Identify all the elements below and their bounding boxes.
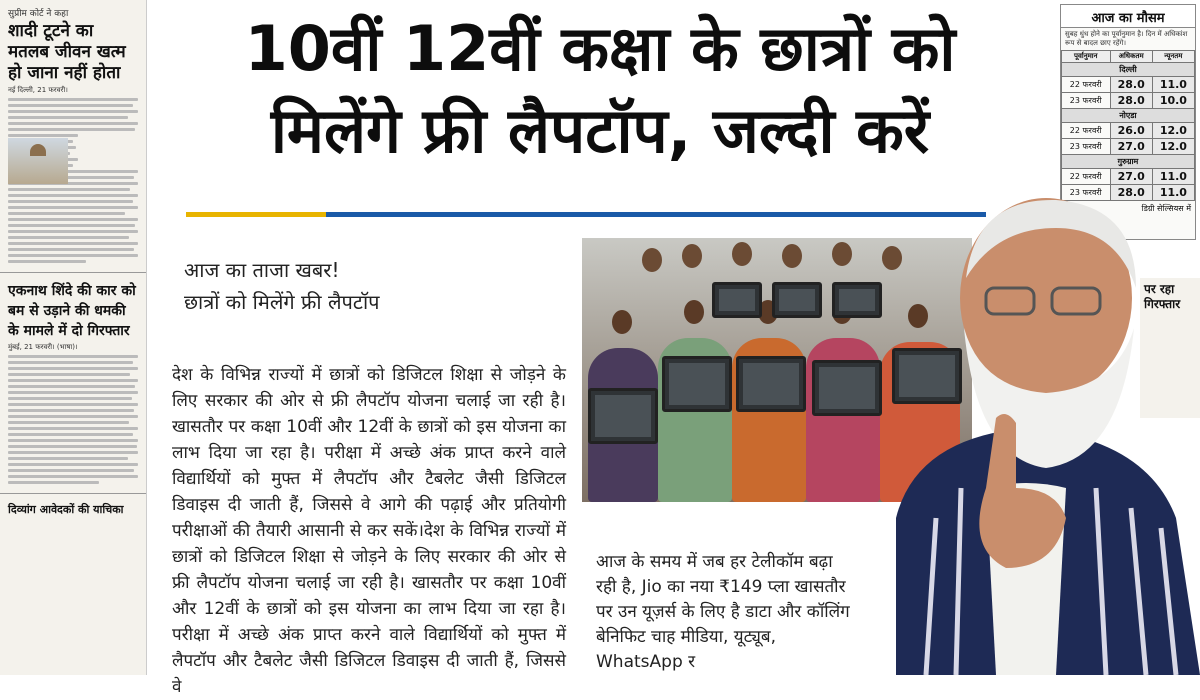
weather-row	[1062, 93, 1195, 109]
weather-max: 28.0	[1110, 93, 1152, 109]
main-headline	[150, 8, 1050, 172]
student-head	[684, 300, 704, 324]
background-person	[732, 242, 752, 266]
article-paragraph: देश के विभिन्न राज्यों में छात्रों को डिजिटल शिक्षा से जोड़ने के लिए सरकार की ओर से फ्री लैपटॉप योजना चलाई जा रही है। खासतौर पर कक्षा 10वीं और 12वीं के छात्रों को इस योजना का लाभ दिया जा रहा है। परीक्षा में अच्छे अंक प्राप्त करने वाले विद्यार्थियों को मुफ्त में लैपटॉप और टैबलेट जैसी डिजिटल डिवाइस दी जाती हैं, जिससे वे आगे की पढ़ाई और प्रतियोगी परीक्षाओं की तैयारी आसानी से कर सकें।देश के विभिन्न राज्यों में छात्रों को डिजिटल शिक्षा से जोड़ने के लिए सरकार की ओर से फ्री लैपटॉप योजना चलाई जा रही है। खासतौर पर कक्षा 10वीं और 12वीं के छात्रों को इस योजना का लाभ दिया जा रहा है। परीक्षा में अच्छे अंक प्राप्त करने वाले विद्यार्थियों को मुफ्त में लैपटॉप और टैबलेट जैसी डिजिटल डिवाइस दी जाती हैं, जिससे वे	[172, 365, 566, 697]
story-kicker: सुप्रीम कोर्ट ने कहा	[8, 9, 69, 19]
weather-min: 11.0	[1152, 185, 1194, 201]
weather-date: 23 फरवरी	[1062, 93, 1111, 109]
weather-note: सुबह धुंध होने का पूर्वानुमान है। दिन में अधिकांश रूप से बादल छाए रहेंगे।	[1065, 30, 1188, 47]
left-story-2	[0, 273, 146, 494]
supreme-court-image	[8, 138, 68, 184]
weather-min: 11.0	[1152, 169, 1194, 185]
weather-city: दिल्ली	[1062, 63, 1195, 77]
article-body	[172, 362, 566, 700]
headline-line-2: मिलेंगे फ्री लैपटॉप, जल्दी करें	[270, 94, 930, 167]
weather-table	[1061, 50, 1195, 201]
story-body-text	[8, 98, 138, 131]
teaser-line-1: आज का ताजा खबर!	[184, 258, 340, 282]
weather-max: 28.0	[1110, 185, 1152, 201]
weather-header: पूर्वानुमान	[1062, 51, 1111, 63]
weather-date: 22 फरवरी	[1062, 123, 1111, 139]
scrap-headline: पर रहा गिरफ्तार	[1144, 282, 1181, 311]
teaser-line-2: छात्रों को मिलेंगे फ्री लैपटॉप	[184, 290, 380, 314]
left-story-3	[0, 494, 146, 523]
weather-city: गुरुग्राम	[1062, 155, 1195, 169]
laptop	[772, 282, 822, 318]
weather-date: 22 फरवरी	[1062, 169, 1111, 185]
weather-min: 10.0	[1152, 93, 1194, 109]
background-person	[782, 244, 802, 268]
left-story-1	[0, 0, 146, 273]
weather-date: 23 फरवरी	[1062, 185, 1111, 201]
weather-date: 23 फरवरी	[1062, 139, 1111, 155]
weather-date: 22 फरवरी	[1062, 77, 1111, 93]
weather-header: अधिकतम	[1110, 51, 1152, 63]
bottom-article-text: आज के समय में जब हर टेलीकॉम बढ़ा रही है, Jio का नया ₹149 प्ला खासतौर पर उन यूज़र्स के लिए है डाटा और कॉलिंग बेनिफिट चाह मीडिया, यूट्यूब, WhatsApp र	[596, 552, 850, 672]
laptop	[712, 282, 762, 318]
weather-min: 12.0	[1152, 123, 1194, 139]
weather-row	[1062, 123, 1195, 139]
story-headline: शादी टूटने का मतलब जीवन खत्म हो जाना नहीं होता	[8, 21, 126, 83]
bottom-article	[596, 550, 856, 675]
pointing-man-figure	[856, 188, 1200, 675]
weather-city: नोएडा	[1062, 109, 1195, 123]
story-dateline: नई दिल्ली, 21 फरवरी।	[8, 86, 68, 94]
weather-row	[1062, 169, 1195, 185]
left-newspaper-column	[0, 0, 147, 675]
weather-max: 28.0	[1110, 77, 1152, 93]
story-headline: एकनाथ शिंदे की कार को बम से उड़ाने की धमकी के मामले में दो गिरफ्तार	[8, 283, 136, 339]
weather-row	[1062, 77, 1195, 93]
weather-max: 27.0	[1110, 139, 1152, 155]
weather-row	[1062, 139, 1195, 155]
background-person	[642, 248, 662, 272]
headline-line-1: 10वीं 12वीं कक्षा के छात्रों को	[244, 12, 956, 85]
laptop	[736, 356, 806, 412]
background-person	[682, 244, 702, 268]
weather-footer: डिग्री सेल्सियस में	[1141, 204, 1191, 213]
weather-header: न्यूनतम	[1152, 51, 1194, 63]
story-body-text	[8, 355, 138, 484]
weather-title: आज का मौसम	[1061, 5, 1195, 28]
accent-rule-yellow	[186, 212, 326, 217]
weather-max: 27.0	[1110, 169, 1152, 185]
weather-min: 12.0	[1152, 139, 1194, 155]
student-head	[612, 310, 632, 334]
teaser-block	[184, 254, 564, 318]
laptop	[588, 388, 658, 444]
weather-max: 26.0	[1110, 123, 1152, 139]
laptop	[662, 356, 732, 412]
story-headline: दिव्यांग आवेदकों की याचिका	[8, 503, 124, 516]
weather-min: 11.0	[1152, 77, 1194, 93]
story-dateline: मुंबई, 21 फरवरी। (भाषा)।	[8, 343, 78, 351]
background-person	[832, 242, 852, 266]
